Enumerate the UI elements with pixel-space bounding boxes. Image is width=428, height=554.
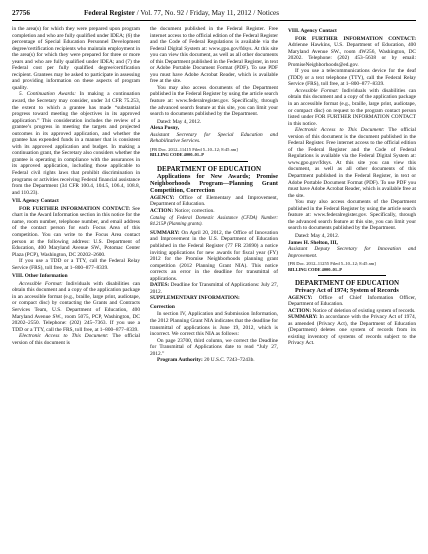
column-1 [12, 26, 140, 550]
paragraph: Accessible Format: Individuals with disabilities can obtain this document and a copy of the application package in an accessible format (e.g., braille, large print, audiotape, or compact disc) on request to the program contact person listed under FOR FURTHER INFORMATION CONTACT in this notice. [288, 87, 416, 127]
paragraph: Electronic Access to This Document: The official version of this document is the document published in the Federal Register. Free internet access to the official edition of the Federal Register and the Code of Federal Regulations is available via the Federal Digital System at: www.gpo.gov/fdsys. At this site you can view this document, as well as all other documents of this Department published in the Federal Register, in text or Adobe Portable Document Format (PDF). To use PDF you must have Adobe Acrobat Reader, which is available free at the site. [288, 127, 416, 199]
paragraph: You may also access documents of the Department published in the Federal Register by using the article search feature at: www.federalregister.gov. Specifically, through the advanced search feature at this site, you can limit your search to documents published by the Department. [288, 199, 416, 232]
paragraph: FOR FURTHER INFORMATION CONTACT: See chart in the Award Information section in this notice for the name, room number, telephone number, and email address of the contact person for each Focus Area of this competition. You can write to the Focus Area contact person at the following address: U.S. Department of Education, 400 Maryland Avenue SW., Potomac Center Plaza (PCP), Washington, DC 20202–2600. [12, 205, 140, 258]
page-columns [12, 26, 416, 550]
summary: SUMMARY: In accordance with the Privacy Act of 1974, as amended (Privacy Act), the Department of Education (Department) deletes one system of records from its existing inventory of systems of records subject to the Privacy Act. [288, 314, 416, 347]
section-heading: VIII. Agency Contact [288, 28, 337, 34]
column-2 [150, 26, 278, 550]
page-number: 27756 [12, 9, 30, 17]
fr-doc-line: [FR Doc. 2012–11255 Filed 5–10–12; 8:45 am] [288, 261, 376, 267]
signer-name: Alexa Posny, [150, 125, 180, 132]
paragraph: Accessible Format: Individuals with disabilities can obtain this document and a copy of the application package in an accessible format (e.g., braille, large print, audiotape, or compact disc) by contacting the Grants and Contracts Services Team, U.S. Department of Education, 400 Maryland Avenue SW., room 5075, PCP, Washington, DC 20202–2550. Telephone: (202) 245–7363. If you use a TDD or a TTY, call the FRS, toll free, at 1–800–877–8339. [12, 280, 140, 333]
divider [180, 161, 248, 162]
action-line: ACTION: Notice of deletion of existing system of records. [288, 307, 416, 314]
paragraph: the document published in the Federal Register. Free internet access to the official edition of the Federal Register and the Code of Federal Regulations is available via the Federal Digital System at: www.gpo.gov/fdsys. At this site you can view this document, as well as all other documents of this Department published in the Federal Register, in text or Adobe Portable Document Format (PDF). To use PDF you must have Adobe Acrobat Reader, which is available free at the site. [150, 26, 278, 85]
signer-title: Assistant Deputy Secretary for Innovation and Improvement. [288, 246, 416, 259]
billing-code: BILLING CODE 4000–01–P [288, 266, 342, 272]
supplementary-heading: SUPPLEMENTARY INFORMATION: [150, 295, 240, 302]
paragraph: You may also access documents of the Department published in the Federal Register by using the article search feature at: www.federalregister.gov. Specifically, through the advanced search feature at this site, you can limit your search to documents published by the Department. [150, 84, 278, 118]
paragraph: On page 23700, third column, we correct the Deadline for Transmittal of Applications date to read “July 27, 2012.” [150, 337, 278, 357]
inline-label: FOR FURTHER INFORMATION CONTACT: [295, 35, 416, 42]
paragraph: If you use a TDD or a TTY, call the Federal Relay Service (FRS), toll free, at 1–800–877–8339. [12, 258, 140, 271]
fr-doc-line: [FR Doc. 2012–11415 Filed 5–10–12; 8:45 am] [150, 146, 238, 152]
section-heading: VIII. Other Information [12, 273, 68, 280]
agency-heading: DEPARTMENT OF EDUCATION [295, 279, 400, 288]
dates-line: DATES: Deadline for Transmittal of Applications: July 27, 2012. [150, 282, 278, 295]
signer-name: James H. Shelton, III, [288, 239, 338, 246]
paragraph: 5. Continuation Awards: In making a continuation award, the Secretary may consider, under 34 CFR 75.253, the extent to which a grantee has made “substantial progress toward meeting the objectives in its approved application.” This consideration includes the review of a grantee’s progress in meeting the targets and projected outcomes in its approved application, and whether the grantee has expended funds in a manner that is consistent with its approved application and budget. In making a continuation grant, the Secretary also considers whether the grantee is operating in compliance with the assurances in its approved application, including those applicable to Federal civil rights laws that prohibit discrimination in programs or activities receiving Federal financial assistance from the Department (34 CFR 100.4, 104.5, 106.4, 108.8, and 110.23). [12, 91, 140, 196]
signer-title: Assistant Secretary for Special Education and Rehabilitative Services. [150, 131, 278, 145]
action-line: ACTION: Notice; correction. [150, 207, 215, 214]
billing-code: BILLING CODE 4000–01–P [150, 152, 204, 158]
cfda-line: Catalog of Federal Domestic Assistance (CFDA) Number: 84.215P (Planning grants). [150, 216, 278, 228]
inline-label: Accessible Format: [19, 280, 63, 287]
inline-label: Electronic Access to This Document: [295, 127, 385, 134]
inline-label: 5. Continuation Awards: [19, 91, 76, 98]
section-heading: Correction [150, 303, 175, 310]
authority-line: Program Authority: 20 U.S.C. 7243–7243b. [157, 357, 255, 364]
agency-line: AGENCY: Office of Elementary and Improvement, Department of Education. [150, 194, 278, 208]
inline-label: Accessible Format: [295, 87, 339, 94]
issue-info: / Vol. 77, No. 92 / Friday, May 11, 2012 / Notices [134, 9, 280, 17]
document-title: Privacy Act of 1974; System of Records [295, 287, 399, 295]
inline-label: Electronic Access to This Document: [19, 333, 109, 340]
column-3 [288, 26, 416, 550]
agency-heading: DEPARTMENT OF EDUCATION [157, 165, 262, 174]
document-title: Applications for New Awards; Promise Neighborhoods Program—Planning Grant Competition, Correction [150, 173, 278, 195]
dated-line: Dated: May 4, 2012. [295, 232, 340, 239]
paragraph: In section IV, Application and Submission Information, the 2012 Planning Grant NIA indicates that the deadline for transmittal of applications is June 19, 2012, which is incorrect. We correct this NIA as follows: [150, 311, 278, 338]
summary: SUMMARY: On April 20, 2012, the Office of Innovation and Improvement in the U.S. Department of Education published in the Federal Register (77 FR 23690) a notice inviting applications for new awards for fiscal year (FY) 2012 for the Promise Neighborhoods planning grant competition (2012 Planning Grant NIA). This notice corrects an error in the deadline for transmittal of applications. [150, 229, 278, 282]
running-title [84, 6, 279, 20]
page-header [12, 6, 416, 21]
paragraph: If you use a telecommunications device for the deaf (TDD) or a text telephone (TTY), call the Federal Relay Service (FRS), toll free, at 1–800–877–8339. [288, 68, 416, 88]
paragraph: Electronic Access to This Document: The official version of this document is [12, 333, 140, 346]
dated-line: Dated: May 4, 2012. [157, 118, 202, 125]
divider [318, 275, 386, 276]
inline-label: FOR FURTHER INFORMATION CONTACT: [19, 205, 131, 212]
paragraph: in the area(s) for which they were prepared upon program completion and who are fully qualified under IDEA; (6) the percentage of Special Education Personnel Development degree/certification recipients who maintain employment in the area(s) for which they were prepared for three or more years and who are fully qualified under IDEA; and (7) the Federal cost per fully qualified degree/certification recipient. Grantees may be asked to participate in assessing and providing information on these aspects of program quality. [12, 26, 140, 91]
section-heading: VII. Agency Contact [12, 198, 59, 205]
publication-name: Federal Register [84, 9, 135, 17]
paragraph: FOR FURTHER INFORMATION CONTACT: Adrienne Hawkins, U.S. Department of Education, 400 Maryland Avenue SW., room 4W256, Washington, DC 20202. Telephone: (202) 453–5638 or by email: PromiseNeighborhoods@ed.gov. [288, 35, 416, 68]
agency-line: AGENCY: Office of Chief Information Officer, Department of Education. [288, 294, 416, 308]
